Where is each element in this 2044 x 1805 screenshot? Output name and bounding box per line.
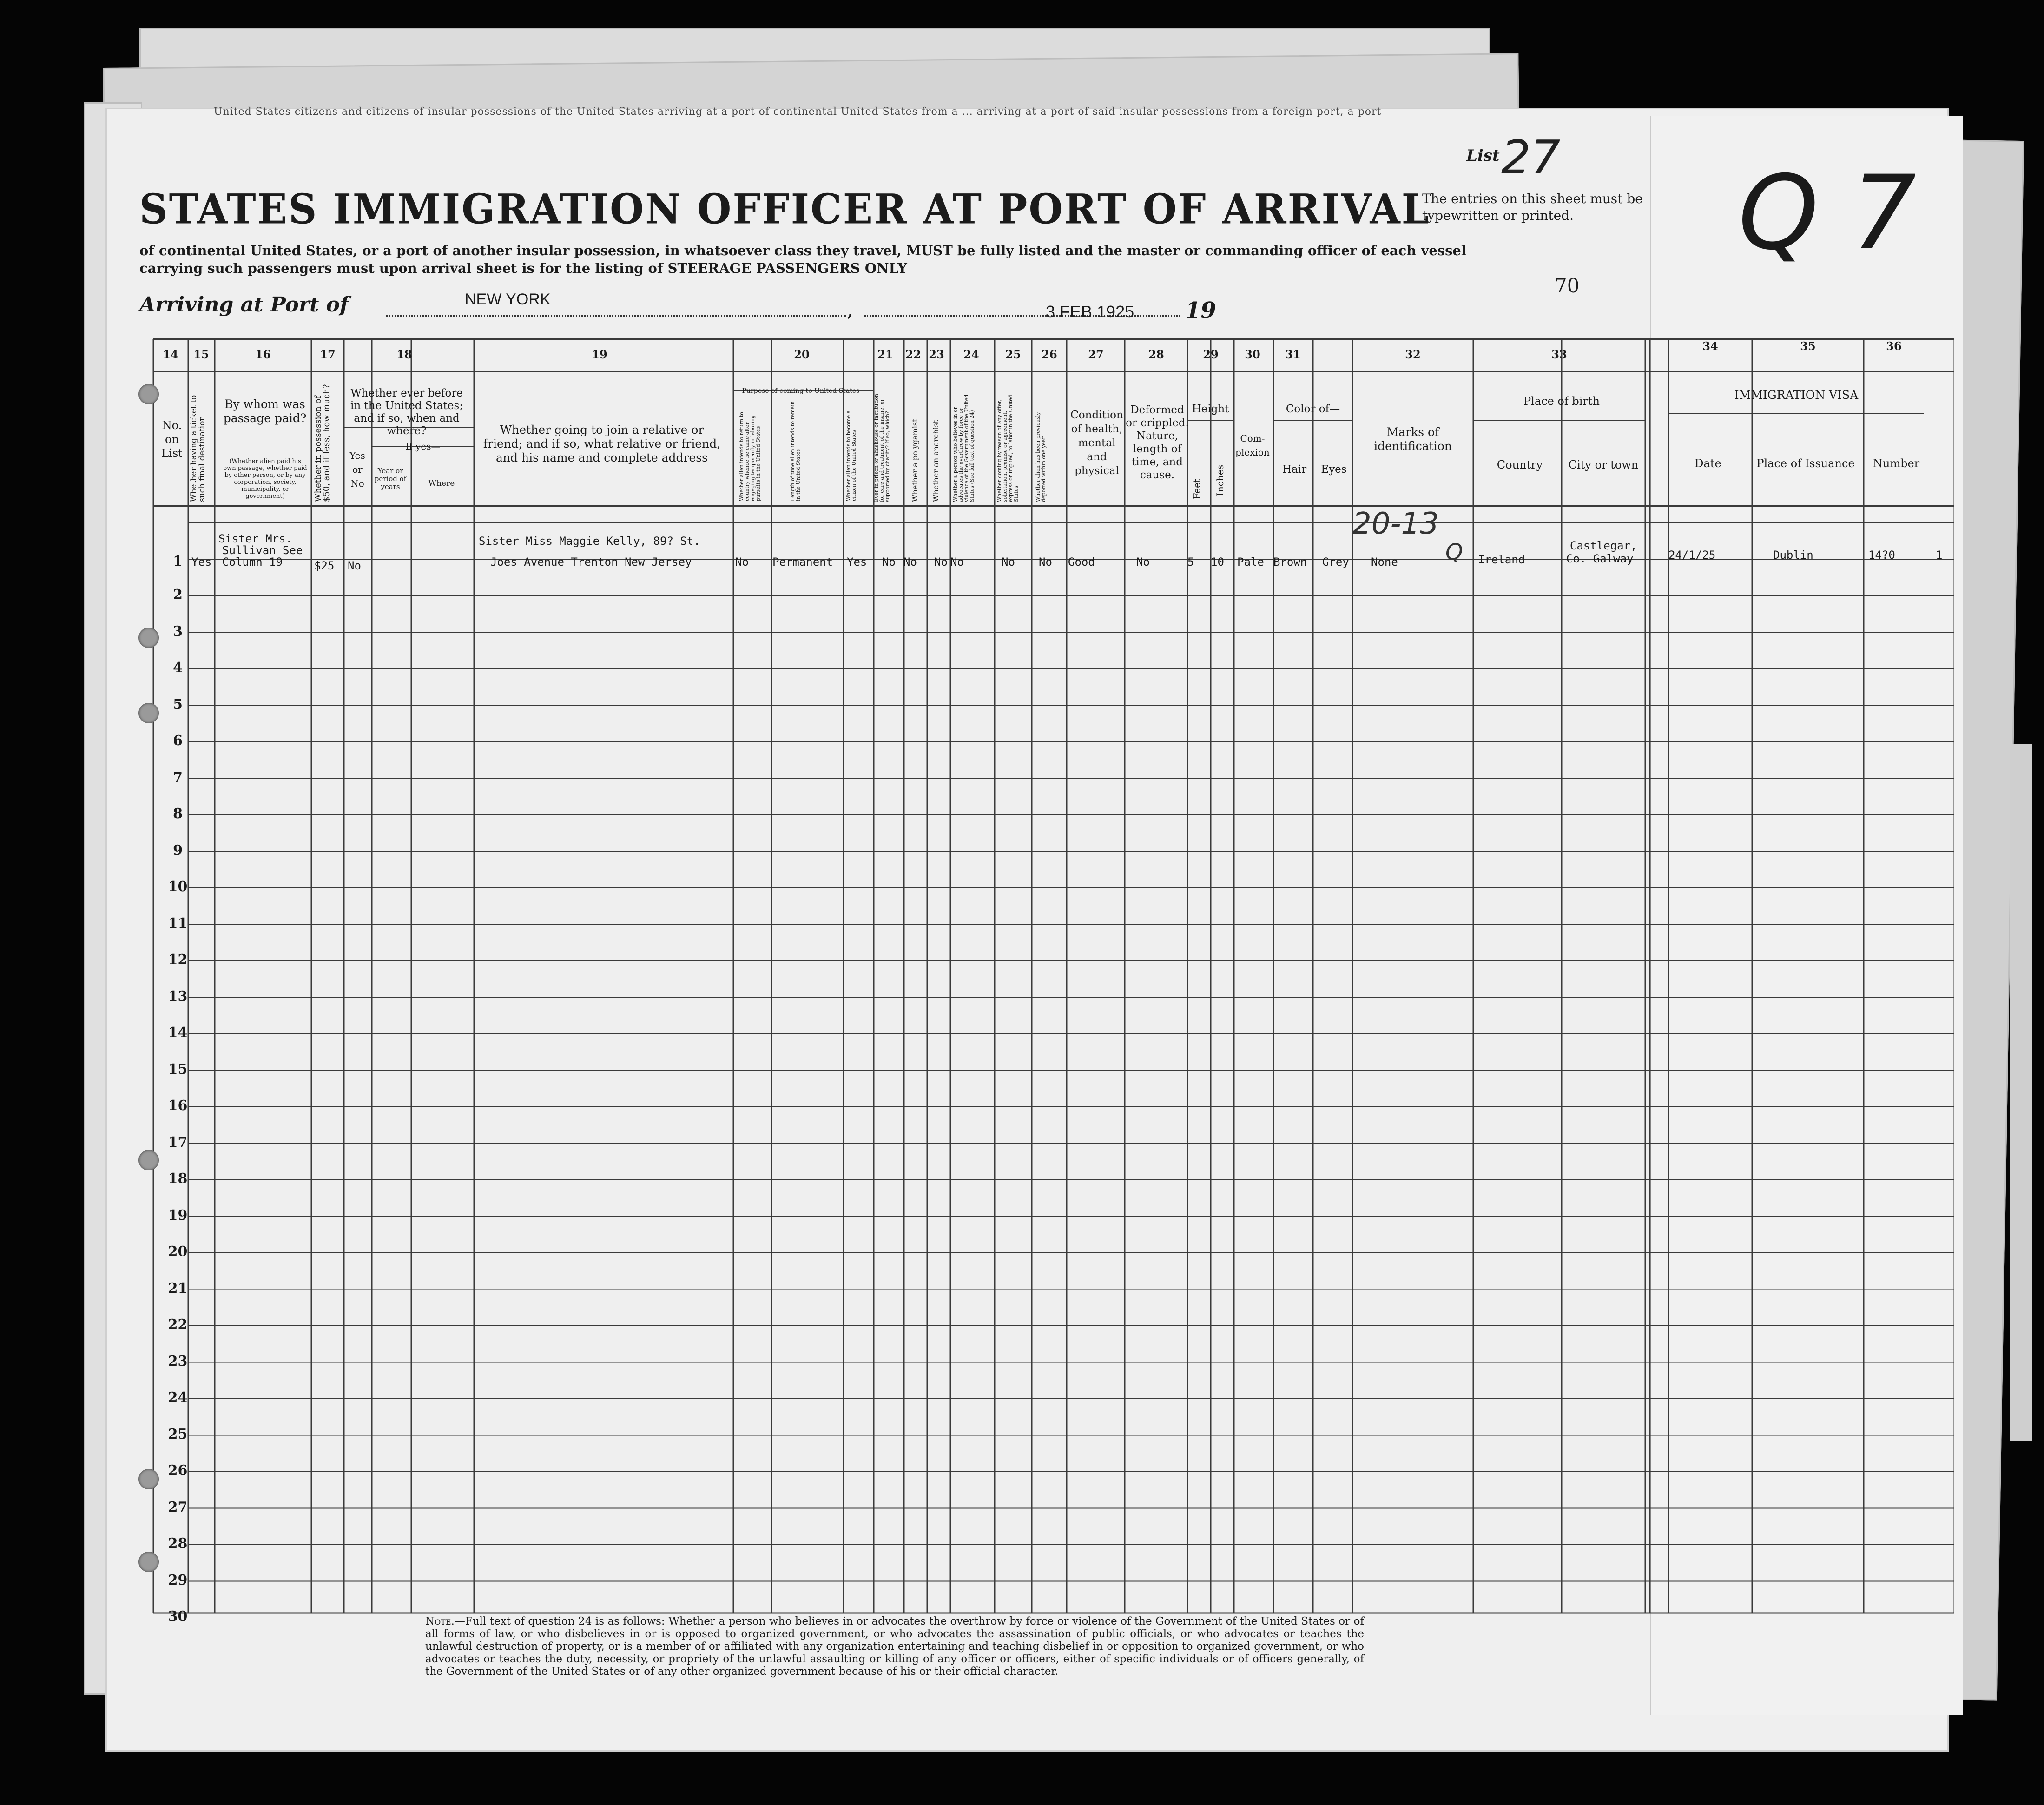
- column-number: 25: [1005, 348, 1021, 361]
- handwritten-mark: Q 7: [1738, 153, 1917, 272]
- header-country: Country: [1497, 458, 1543, 471]
- column-number: 21: [877, 348, 893, 361]
- entry-ticket: Yes: [191, 555, 212, 569]
- column-number: 29: [1203, 348, 1219, 361]
- row-number: 7: [173, 769, 183, 786]
- punch-hole: [138, 1469, 159, 1489]
- row-number: 23: [168, 1353, 188, 1369]
- entry-purpose-b: Permanent: [772, 555, 833, 569]
- header-anarchist: Whether an anarchist: [931, 420, 940, 502]
- row-number: 3: [173, 623, 183, 640]
- footnote-label: Note.: [425, 1615, 455, 1627]
- header-eyes: Eyes: [1321, 463, 1347, 476]
- row-number: 25: [168, 1426, 188, 1442]
- row-number: 26: [168, 1462, 188, 1479]
- row-number: 10: [168, 879, 188, 895]
- entry-polygamist: No: [903, 555, 917, 569]
- column-number: 31: [1285, 348, 1301, 361]
- year-label: 19: [1185, 298, 1216, 324]
- port-line: [386, 315, 846, 317]
- header-no-on-list: No. on List: [161, 419, 183, 460]
- row-number: 29: [168, 1572, 188, 1588]
- entry-marks-check: Q: [1445, 539, 1463, 565]
- header-marks: Marks of identification: [1374, 425, 1452, 453]
- header-feet: Feet: [1191, 479, 1202, 500]
- sheet-number: 70: [1555, 274, 1580, 297]
- entry-deformed: No: [1136, 555, 1150, 569]
- column-number: 16: [255, 348, 271, 361]
- entry-city-line1: Castlegar,: [1570, 539, 1637, 552]
- entry-purpose-c: Yes: [847, 555, 867, 569]
- row-number: 15: [168, 1061, 188, 1078]
- entry-marks: None: [1371, 555, 1398, 569]
- header-period: Year or period of years: [374, 467, 407, 491]
- footnote: [425, 1615, 1364, 1678]
- header-deformed: Deformed or crippled. Nature, length of time, and cause.: [1126, 404, 1189, 481]
- port-name: NEW YORK: [465, 291, 551, 308]
- column-number: 34: [1702, 339, 1718, 353]
- header-passage: By whom was passage paid?: [223, 397, 307, 425]
- entry-feet: 5: [1187, 555, 1194, 569]
- header-immigration-visa: IMMIGRATION VISA: [1734, 388, 1859, 402]
- header-deported: Whether alien has been previously deported within one year: [1035, 412, 1047, 502]
- header-height: Height: [1192, 403, 1229, 415]
- entry-passage-line1: Sister Mrs.: [218, 532, 292, 545]
- row-number: 1: [173, 553, 183, 569]
- header-purpose-b: Length of time alien intends to remain in the United States: [790, 401, 801, 501]
- header-visa-date: Date: [1695, 457, 1721, 470]
- column-number: 36: [1886, 339, 1902, 353]
- header-city: City or town: [1568, 458, 1639, 471]
- row-number: 4: [173, 660, 183, 676]
- column-number: 20: [794, 348, 810, 361]
- header-ticket: Whether having a ticket to such final destination: [189, 395, 207, 502]
- entry-inches: 10: [1211, 555, 1224, 569]
- entry-hair: Brown: [1273, 555, 1307, 569]
- arrival-date-stamp: 3 FEB 1925: [1046, 302, 1134, 321]
- column-number: 35: [1800, 339, 1816, 353]
- header-hair: Hair: [1282, 463, 1307, 476]
- header-complexion: Com-plexion: [1235, 433, 1270, 458]
- row-number: 28: [168, 1535, 188, 1552]
- punch-hole: [138, 703, 159, 723]
- entry-coming: No: [1002, 555, 1015, 569]
- header-purpose-a: Whether alien intends to return to country whence he came after engaging temporarily in laboring pursuits in the United States: [738, 412, 761, 501]
- entry-deported: No: [1039, 555, 1052, 569]
- row-number: 19: [168, 1207, 188, 1223]
- row-number: 18: [168, 1170, 188, 1187]
- header-coming: Whether coming by reason of any offer, solicitation, promise or agreement, express or implied, to labor in the United States: [996, 395, 1019, 502]
- punch-hole: [138, 1552, 159, 1572]
- header-visa-number: Number: [1873, 457, 1920, 470]
- header-yes-no: Yes or No: [349, 450, 365, 489]
- entry-joining-line1: Sister Miss Maggie Kelly, 89? St.: [479, 535, 700, 548]
- entry-passage-line3: Column 19: [222, 555, 283, 569]
- column-number: 30: [1245, 348, 1260, 361]
- entry-visa-place: Dublin: [1773, 549, 1813, 562]
- header-polygamist: Whether a polygamist: [910, 419, 919, 502]
- row-number: 22: [168, 1316, 188, 1333]
- row-number: 5: [173, 696, 183, 713]
- column-number: 28: [1148, 348, 1164, 361]
- row-number: 16: [168, 1098, 188, 1114]
- entry-eyes: Grey: [1322, 555, 1349, 569]
- row-number: 27: [168, 1499, 188, 1515]
- header-condition: Condition of health, mental and physical: [1070, 409, 1123, 477]
- row-number: 9: [173, 842, 183, 859]
- page-title: STATES IMMIGRATION OFFICER AT PORT OF ARRIVAL: [139, 185, 1431, 233]
- column-number: 17: [320, 348, 336, 361]
- column-number: 33: [1551, 348, 1567, 361]
- typewritten-notice: The entries on this sheet must be typewritten or printed.: [1422, 191, 1643, 223]
- entry-passage-line2: Sullivan See: [222, 544, 303, 557]
- header-purpose: Purpose of coming to United States: [742, 387, 860, 395]
- column-number: 18: [396, 348, 412, 361]
- entry-country: Ireland: [1478, 553, 1525, 566]
- entry-before: No: [348, 559, 361, 572]
- column-number: 14: [163, 348, 178, 361]
- list-label: List: [1466, 146, 1500, 165]
- header-prison: Ever in prison or almshouse or institution for care and treatment of the insane, or supported by charity? If so, which?: [873, 394, 890, 502]
- manifest-grid: [142, 338, 1954, 1614]
- row-number: 24: [168, 1389, 188, 1406]
- punch-hole: [138, 1150, 159, 1170]
- arriving-label: Arriving at Port of: [139, 293, 349, 317]
- header-before: Whether ever before in the United States; and if so, when and where?: [350, 387, 463, 437]
- row-number: 21: [168, 1280, 188, 1296]
- instruction-text: of continental United States, or a port of another insular possession, in whatsoever class they travel, MUST be fully listed and the master or commanding officer of each vessel carrying such passengers must upon arrival sheet is for the listing of STEERAGE PASSENGERS ONLY: [139, 243, 1466, 276]
- header-overthrow: Whether a person who believes in or advocates the overthrow by force or violence of the Government of the United States (See full text of question 24): [952, 394, 975, 502]
- entry-visa-number: 14?0: [1868, 549, 1895, 562]
- top-strip-text: United States citizens and citizens of insular possessions of the United States arriving at a port of continental United States from a ... arriving at a port of said insular possessions from a foreign port, a port: [214, 106, 1382, 118]
- column-number: 26: [1042, 348, 1057, 361]
- comma: ,: [847, 298, 853, 321]
- header-inches: Inches: [1214, 465, 1226, 496]
- row-number: 8: [173, 806, 183, 822]
- entry-purpose-a: No: [735, 555, 749, 569]
- entry-visa-date: 24/1/25: [1668, 549, 1716, 562]
- row-number: 14: [168, 1025, 188, 1041]
- entry-joining-line2: Joes Avenue Trenton New Jersey: [490, 555, 692, 569]
- entry-condition: Good: [1068, 555, 1095, 569]
- row-number: 6: [173, 733, 183, 749]
- row-number: 17: [168, 1134, 188, 1150]
- column-number: 27: [1088, 348, 1104, 361]
- list-number: 27: [1501, 130, 1561, 185]
- column-number: 15: [193, 348, 209, 361]
- row-number: 20: [168, 1243, 188, 1260]
- header-place-of-birth: Place of birth: [1523, 395, 1600, 408]
- row-number: 11: [168, 915, 188, 932]
- footnote-text: —Full text of question 24 is as follows: Whether a person who believes in or advocates the overthrow by force or violence of the Government of the United States or of all forms of law, or who disbelieves in or is opposed to organized government, or who advocates the assassination of public officials, or who advocates or teaches the unlawful destruction of property, or is a member of or affiliated with any organization entertaining and teaching disbelief in or opposition to organized government, or who advocates or teaches the duty, necessity, or propriety of the unlawful assaulting or killing of any officer or officers, either of specific individuals or of officers generally, of the Government of the United States or of any other organized government because of his or their official character.: [425, 1615, 1364, 1678]
- punch-hole: [138, 384, 159, 404]
- entry-marks-handwritten: 20-13: [1352, 507, 1439, 541]
- header-color-of: Color of—: [1286, 403, 1340, 415]
- grid-lines: [142, 338, 1954, 1614]
- entry-prison: No: [882, 555, 896, 569]
- row-number: 13: [168, 988, 188, 1005]
- column-number: 22: [905, 348, 921, 361]
- header-joining: Whether going to join a relative or friend; and if so, what relative or friend, and his name and complete address: [483, 423, 721, 464]
- row-number: 2: [173, 587, 183, 603]
- row-number: 12: [168, 952, 188, 968]
- header-possession: Whether in possession of $50, and if less, how much?: [313, 384, 331, 502]
- entry-city-line2: Co. Galway: [1566, 552, 1634, 565]
- column-number: 32: [1405, 348, 1421, 361]
- column-number: 24: [963, 348, 979, 361]
- header-if-yes: If yes—: [405, 441, 441, 452]
- row-number: 30: [168, 1608, 188, 1625]
- entry-possession: $25: [314, 559, 335, 572]
- column-number: 23: [929, 348, 944, 361]
- header-passage-note: (Whether alien paid his own passage, whether paid by other person, or by any corporation, society, municipality, or government): [223, 458, 307, 500]
- entry-overthrow: No: [950, 555, 964, 569]
- header-visa-place: Place of Issuance: [1756, 457, 1855, 470]
- entry-complexion: Pale: [1237, 555, 1264, 569]
- header-purpose-c: Whether alien intends to become a citizen of the United States: [845, 410, 857, 501]
- punch-hole: [138, 628, 159, 648]
- entry-anarchist: No: [934, 555, 948, 569]
- header-where: Where: [428, 479, 455, 488]
- entry-visa-extra: 1: [1936, 549, 1943, 562]
- right-edge-strip: [2010, 744, 2032, 1441]
- column-number: 19: [592, 348, 607, 361]
